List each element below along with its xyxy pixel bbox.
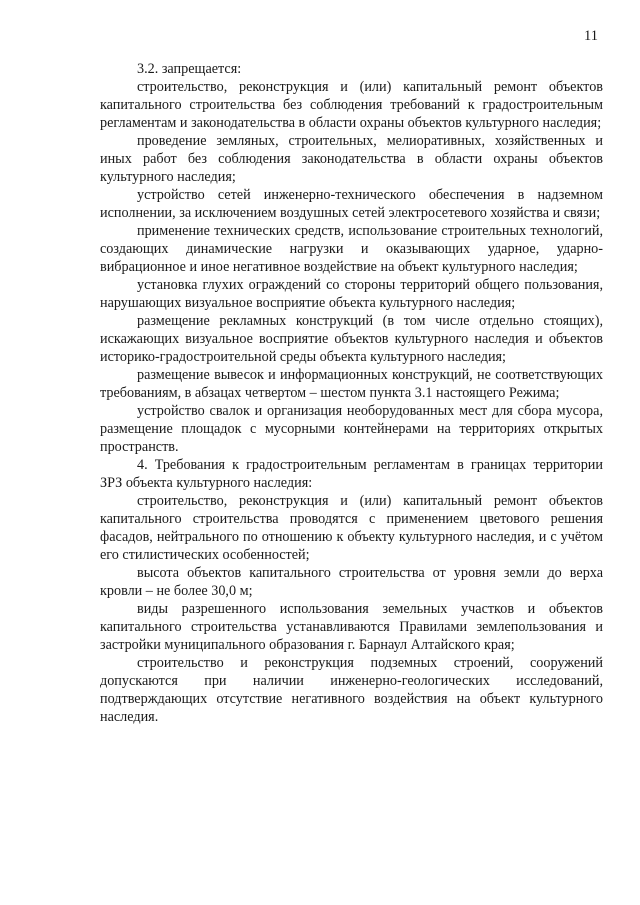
paragraph: высота объектов капитального строительства от уровня земли до верха кровли – не более 30,0 м; — [100, 565, 603, 599]
paragraph: устройство сетей инженерно-технического обеспечения в надземном исполнении, за исключением воздушных сетей электросетевого хозяйства и связи; — [100, 187, 603, 221]
paragraph: применение технических средств, использование строительных технологий, создающих динамические нагрузки и оказывающих ударное, ударно-вибрационное и иное негативное воздействие на объект культурного наследия; — [100, 223, 603, 275]
paragraph-clause-4: 4. Требования к градостроительным регламентам в границах территории ЗРЗ объекта культурного наследия: — [100, 457, 603, 491]
paragraph: виды разрешенного использования земельных участков и объектов капитального строительства устанавливаются Правилами землепользования и застройки муниципального образования г. Барнаул Алтайского края; — [100, 601, 603, 653]
paragraph: размещение рекламных конструкций (в том числе отдельно стоящих), искажающих визуальное восприятие объектов культурного наследия и объектов историко-градостроительной среды объекта культурного наследия; — [100, 313, 603, 365]
paragraph: проведение земляных, строительных, мелиоративных, хозяйственных и иных работ без соблюдения законодательства в области охраны объектов культурного наследия; — [100, 133, 603, 185]
paragraph: строительство и реконструкция подземных строений, сооружений допускаются при наличии инженерно-геологических исследований, подтверждающих отсутствие негативного воздействия на объект культурного наследия. — [100, 655, 603, 725]
paragraph: строительство, реконструкция и (или) капитальный ремонт объектов капитального строительства без соблюдения требований к градостроительным регламентам и законодательства в области охраны объектов культурного наследия; — [100, 79, 603, 131]
paragraph: строительство, реконструкция и (или) капитальный ремонт объектов капитального строительства проводятся с применением цветового решения фасадов, нейтрального по отношению к объекту культурного наследия, и с учётом его стилистических особенностей; — [100, 493, 603, 563]
page-number: 11 — [584, 28, 598, 44]
document-body — [100, 60, 603, 726]
paragraph-clause-3-2: 3.2. запрещается: — [137, 61, 242, 77]
paragraph: размещение вывесок и информационных конструкций, не соответствующих требованиям, в абзацах четвертом – шестом пункта 3.1 настоящего Режима; — [100, 367, 603, 401]
paragraph: установка глухих ограждений со стороны территорий общего пользования, нарушающих визуальное восприятие объекта культурного наследия; — [100, 277, 603, 311]
paragraph: устройство свалок и организация необорудованных мест для сбора мусора, размещение площадок с мусорными контейнерами на территориях открытых пространств. — [100, 403, 603, 455]
